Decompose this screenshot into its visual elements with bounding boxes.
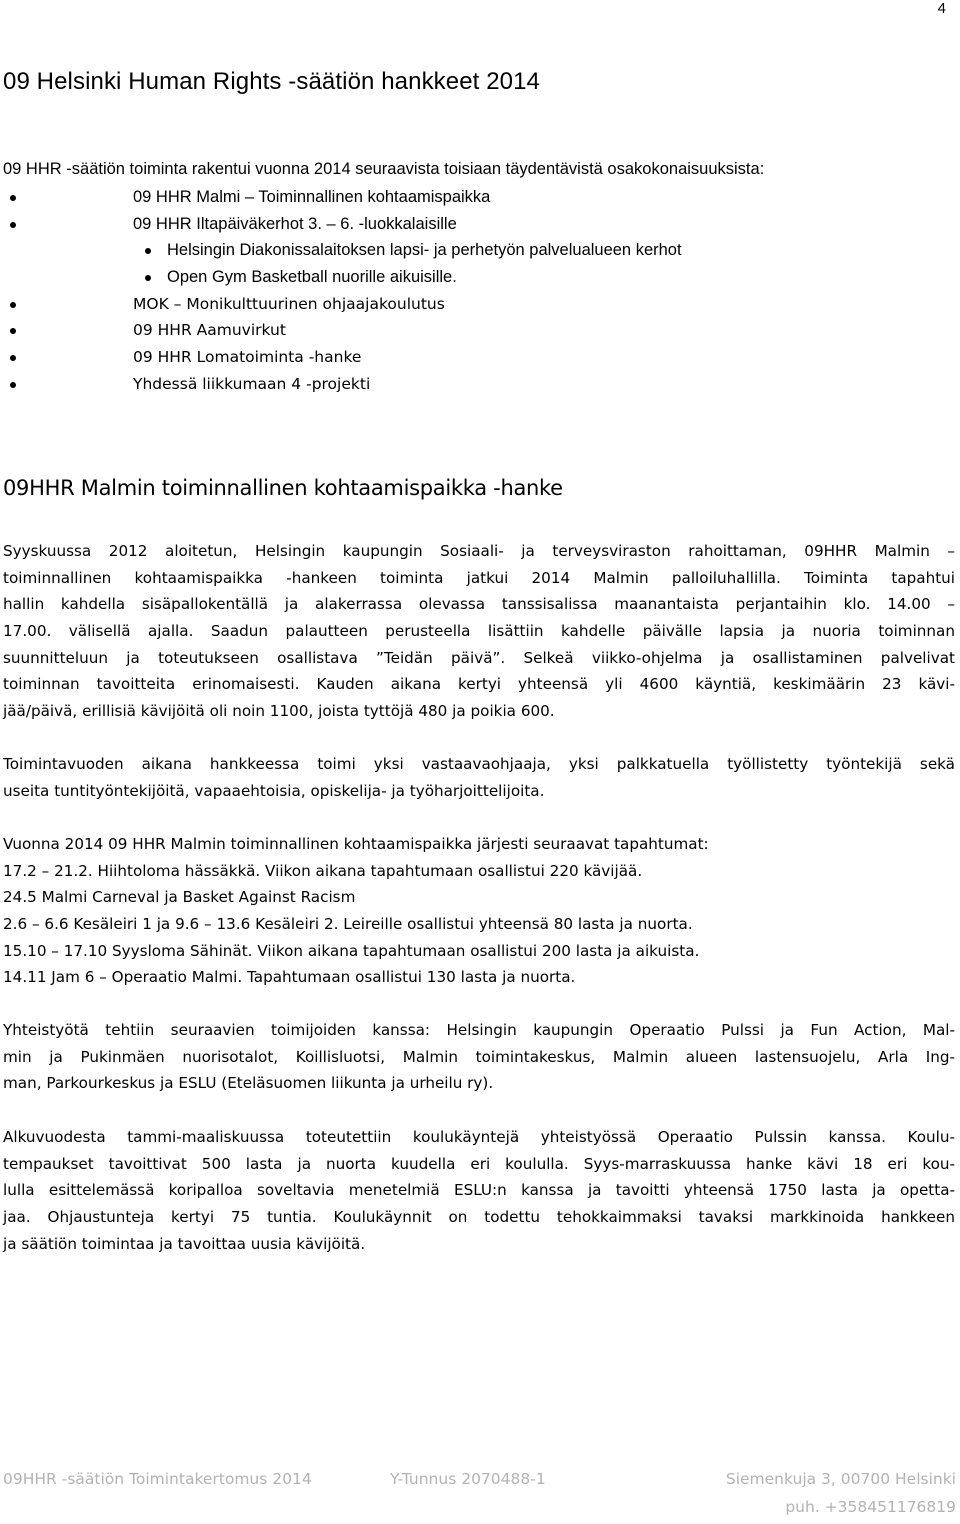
bullet-icon — [10, 302, 16, 308]
paragraph-partners: Yhteistyötä tehtiin seuraavien toimijoiden kanssa: Helsingin kaupungin Operaatio Pulssi ja Fun Action, Mal- min ja Pukinmäen nuorisotalot, Koillisluotsi, Malmin toimintakeskus, Malmin alueen lastensuojelu, Arla Ing- man, Parkourkeskus ja ESLU (Eteläsuomen liikunta ja urheilu ry). — [3, 1021, 955, 1093]
bullet-icon — [10, 355, 16, 361]
bullet-icon — [145, 248, 151, 254]
footer-business-id: Y-Tunnus 2070488-1 — [390, 1470, 546, 1488]
bullet-icon — [10, 222, 16, 228]
paragraph-project-description: Syyskuussa 2012 aloitetun, Helsingin kaupungin Sosiaali- ja terveysviraston rahoittaman, 09HHR Malmin – toiminnallinen kohtaamispaikka -hankeen toiminta jatkui 2014 Malmin palloiluhallilla. Toiminta tapahtui hallin kahdella sisäpallokentällä ja alakerrassa olevassa tanssisalissa maanantaista perjantaihin klo. 14.00 – 17.00. välisellä ajalla. Saadun palautteen perusteella lisättiin kahdelle päivälle lapsia ja nuoria toiminnan suunnitteluun ja toteutukseen osallistava ”Teidän päivä”. Selkeä viikko-ohjelma ja osallistaminen palvelivat toiminnan tavoitteita erinomaisesti. Kauden aikana kertyi yhteensä yli 4600 käyntiä, keskimäärin 23 kävi- jää/päivä, erillisiä kävijöitä oli noin 1100, joista tyttöjä 480 ja poikia 600. — [3, 542, 955, 721]
bullet-icon — [10, 328, 16, 334]
intro-text: 09 HHR -säätiön toiminta rakentui vuonna 2014 seuraavista toisiaan täydentävistä osakokonaisuuksista: — [3, 160, 765, 178]
footer-report-title: 09HHR -säätiön Toimintakertomus 2014 — [3, 1470, 312, 1488]
page-footer — [0, 1470, 960, 1524]
bullet-icon — [10, 382, 16, 388]
paragraph-events: Vuonna 2014 09 HHR Malmin toiminnallinen kohtaamispaikka järjesti seuraavat tapahtumat: 17.2 – 21.2. Hiihtoloma hässäkkä. Viikon aikana tapahtumaan osallistui 220 kävijää. 24.5 Malmi Carneval ja Basket Against Racism 2.6 – 6.6 Kesäleiri 1 ja 9.6 – 13.6 Kesäleiri 2. Leireille osallistui yhteensä 80 lasta ja nuorta. 15.10 – 17.10 Syysloma Sähinät. Viikon aikana tapahtumaan osallistui 200 lasta ja aikuista. 14.11 Jam 6 – Operaatio Malmi. Tapahtumaan osallistui 130 lasta ja nuorta. — [3, 835, 709, 987]
bullet-icon — [10, 195, 16, 201]
bullet-icon — [145, 275, 151, 281]
footer-address: Siemenkuja 3, 00700 Helsinki — [725, 1470, 956, 1488]
paragraph-school-visits: Alkuvuodesta tammi-maaliskuussa toteutettiin koulukäyntejä yhteistyössä Operaatio Pulssin kanssa. Koulu- tempaukset tavoittivat 500 lasta ja nuorta kuudella eri koululla. Syys-marraskuussa hanke kävi 18 eri kou- lulla esittelemässä koripalloa soveltavia menetelmiä ESLU:n kanssa ja tavoitti yhteensä 1750 lasta ja opetta- jaa. Ohjaustunteja kertyi 75 tuntia. Koulukäynnit on todettu tehokkaimmaksi tavaksi markkinoida hankkeen ja säätiön toimintaa ja tavoittaa uusia kävijöitä. — [3, 1128, 955, 1253]
paragraph-staff: Toimintavuoden aikana hankkeessa toimi yksi vastaavaohjaaja, yksi palkkatuella työllistetty työntekijä sekä useita tuntityöntekijöitä, vapaaehtoisia, opiskelija- ja työharjoittelijoita. — [3, 755, 955, 800]
page-title: 09 Helsinki Human Rights -säätiön hankkeet 2014 — [3, 68, 541, 95]
section-heading: 09HHR Malmin toiminnallinen kohtaamispaikka -hanke — [3, 476, 563, 500]
page-number: 4 — [937, 0, 946, 17]
footer-phone: puh. +358451176819 — [785, 1498, 956, 1516]
